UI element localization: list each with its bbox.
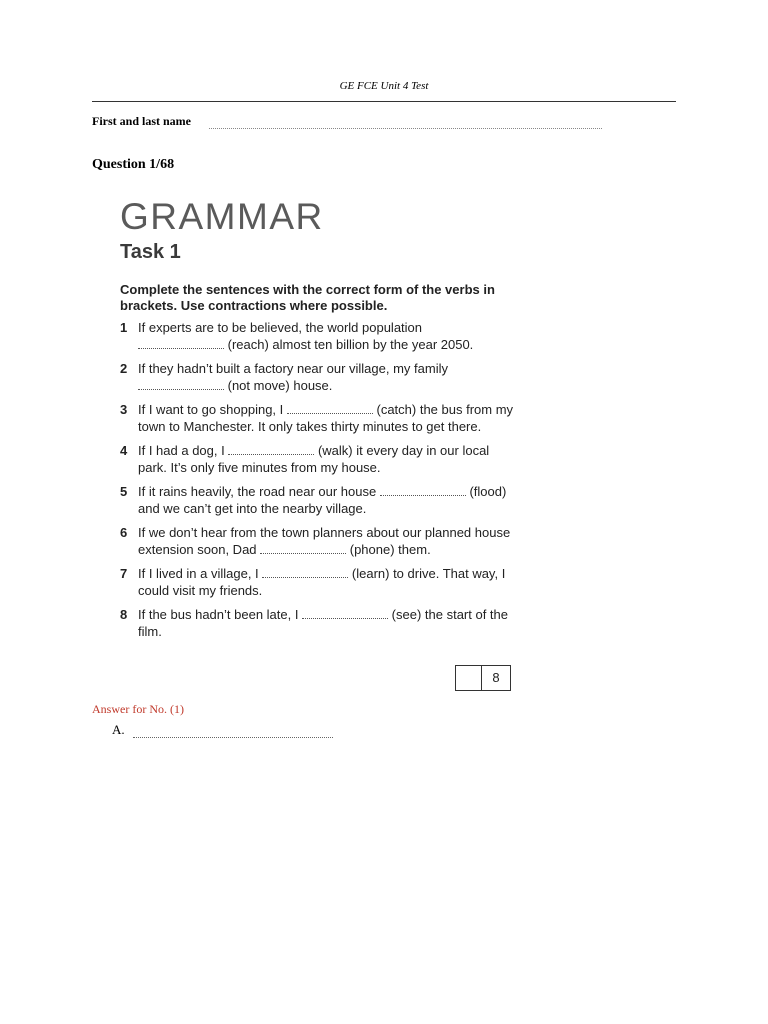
sentence-after: (walk) it every day in our local park. It’s only five minutes from my house. xyxy=(138,443,490,475)
sentence-before: If they hadn’t built a factory near our village, my family xyxy=(138,361,448,376)
sentence-number: 7 xyxy=(120,566,128,581)
sentence-blank xyxy=(262,567,348,578)
sentence-number: 3 xyxy=(120,402,128,417)
sentence-number: 2 xyxy=(120,361,128,376)
sentence-after: (phone) them. xyxy=(346,541,431,557)
sentence-after: (see) the start of the film. xyxy=(138,607,509,639)
exercise-image xyxy=(120,196,520,648)
sentence-number: 5 xyxy=(120,484,128,499)
score-box xyxy=(455,665,511,691)
name-field-label: First and last name xyxy=(92,114,191,128)
sentence-after: (not move) house. xyxy=(224,377,333,393)
sentence-item xyxy=(120,484,520,517)
score-earned-cell xyxy=(456,666,482,690)
sentence-item xyxy=(120,607,520,640)
page-header-title: GE FCE Unit 4 Test xyxy=(339,80,429,92)
question-number: Question 1/68 xyxy=(92,157,175,172)
sentence-number: 6 xyxy=(120,525,128,540)
sentence-after: (flood) and we can’t get into the nearby village. xyxy=(138,484,507,516)
sentence-blank xyxy=(138,338,224,349)
task-instructions: Complete the sentences with the correct form of the verbs in brackets. Use contractions where possible. xyxy=(120,282,495,313)
sentence-number: 1 xyxy=(120,320,128,335)
sentence-before: If I lived in a village, I xyxy=(138,566,263,581)
sentence-after: (catch) the bus from my town to Manchester. It only takes thirty minutes to get there. xyxy=(138,402,514,434)
sentence-text xyxy=(138,525,520,558)
sentence-item xyxy=(120,525,520,558)
sentence-text xyxy=(138,320,520,353)
sentence-before: If it rains heavily, the road near our house xyxy=(138,484,380,499)
section-title: GRAMMAR xyxy=(120,196,324,237)
sentence-text xyxy=(138,566,520,599)
sentence-text xyxy=(138,402,520,435)
sentence-before: If experts are to be believed, the world population xyxy=(138,320,423,335)
sentence-blank xyxy=(287,403,373,414)
sentence-after: (reach) almost ten billion by the year 2050. xyxy=(224,336,474,352)
sentence-list xyxy=(120,320,520,640)
sentence-blank xyxy=(380,485,466,496)
sentence-blank xyxy=(228,444,314,455)
sentence-item xyxy=(120,566,520,599)
sentence-blank xyxy=(260,543,346,554)
answer-row xyxy=(112,722,333,738)
sentence-blank xyxy=(138,379,224,390)
sentence-text xyxy=(138,607,520,640)
sentence-blank xyxy=(302,608,388,619)
header-divider xyxy=(92,101,676,102)
sentence-item xyxy=(120,443,520,476)
sentence-before: If we don’t hear from the town planners about our planned house extension soon, Dad xyxy=(138,525,511,557)
sentence-after: (learn) to drive. That way, I could visit my friends. xyxy=(138,566,506,598)
sentence-before: If the bus hadn’t been late, I xyxy=(138,607,303,622)
answer-option-letter: A. xyxy=(112,722,125,737)
sentence-item xyxy=(120,320,520,353)
sentence-number: 4 xyxy=(120,443,128,458)
sentence-text xyxy=(138,484,520,517)
sentence-before: If I had a dog, I xyxy=(138,443,229,458)
name-field-input[interactable] xyxy=(209,116,602,129)
sentence-text xyxy=(138,443,520,476)
sentence-text xyxy=(138,361,520,394)
sentence-before: If I want to go shopping, I xyxy=(138,402,287,417)
answer-input[interactable] xyxy=(133,728,333,738)
sentence-number: 8 xyxy=(120,607,128,622)
sentence-item xyxy=(120,361,520,394)
task-title: Task 1 xyxy=(120,241,181,263)
answer-label: Answer for No. (1) xyxy=(92,702,184,716)
name-field-row xyxy=(92,114,602,129)
sentence-item xyxy=(120,402,520,435)
score-total-cell: 8 xyxy=(492,670,500,685)
